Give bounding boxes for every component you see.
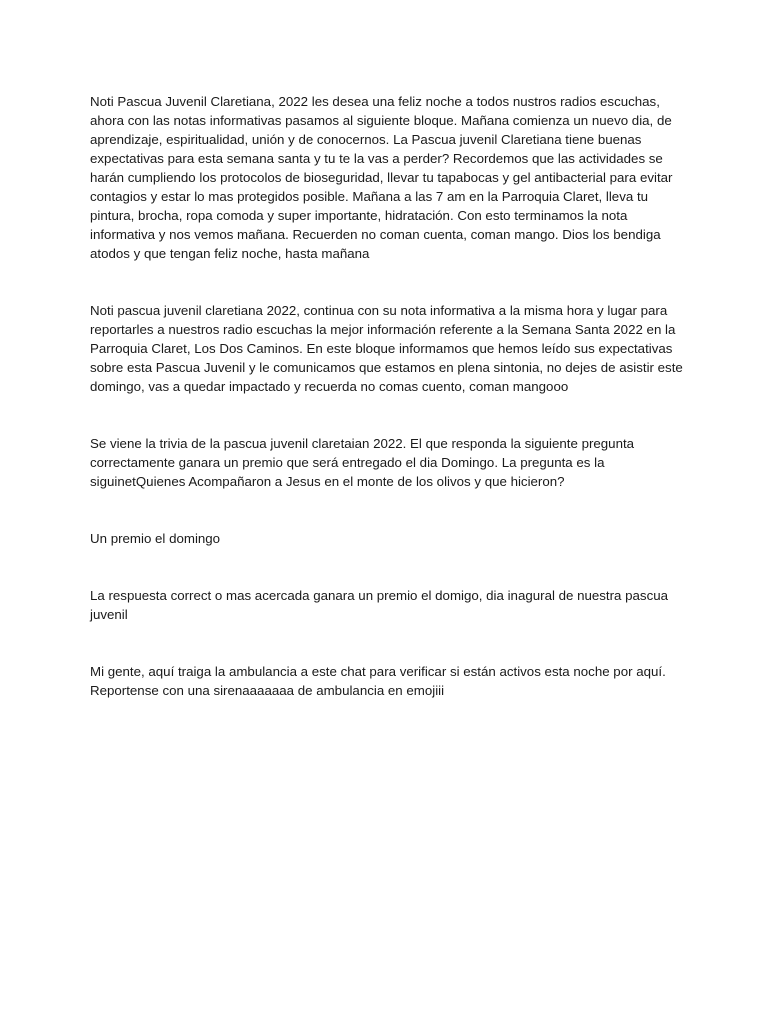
paragraph-3: Se viene la trivia de la pascua juvenil claretaian 2022. El que responda la siguiente pregunta correctamente ganara un premio que será entregado el dia Domingo. La pregunta es la siguinetQuienes Acompañaron a Jesus en el monte de los olivos y que hicieron? bbox=[90, 436, 635, 489]
paragraph-2: Noti pascua juvenil claretiana 2022, continua con su nota informativa a la misma hora y lugar para reportarles a nuestros radio escuchas la mejor información referente a la Semana Santa 2022 en la Parroquia Claret, Los Dos Caminos. En este bloque informamos que hemos leído sus expectativas sobre esta Pascua Juvenil y le comunicamos que estamos en plena sintonia, no dejes de asistir este domingo, vas a quedar impactado y recuerda no comas cuento, coman mangooo bbox=[90, 303, 683, 394]
paragraph-1: Noti Pascua Juvenil Claretiana, 2022 les desea una feliz noche a todos nustros radios escuchas, ahora con las notas informativas pasamos al siguiente bloque. Mañana comienza un nuevo dia, de aprendizaje, espiritualidad, unión y de conocernos. La Pascua juvenil Claretiana tiene buenas expectativas para esta semana santa y tu te la vas a perder? Recordemos que las actividades se harán cumpliendo los protocolos de bioseguridad, llevar tu tapabocas y gel antibacterial para evitar contagios y estar lo mas protegidos posible. Mañana a las 7 am en la Parroquia Claret, lleva tu pintura, brocha, ropa comoda y super importante, hidratación. Con esto terminamos la nota informativa y nos vemos mañana. Recuerden no coman cuenta, coman mango. Dios los bendiga atodos y que tengan feliz noche, hasta mañana bbox=[90, 94, 673, 261]
document-body bbox=[90, 92, 690, 700]
paragraph-6: Mi gente, aquí traiga la ambulancia a este chat para verificar si están activos esta noche por aquí. Reportense con una sirenaaaaaaa de ambulancia en emojiii bbox=[90, 664, 666, 698]
paragraph-5: La respuesta correct o mas acercada ganara un premio el domigo, dia inagural de nuestra pascua juvenil bbox=[90, 588, 669, 622]
paragraph-4: Un premio el domingo bbox=[90, 531, 221, 546]
